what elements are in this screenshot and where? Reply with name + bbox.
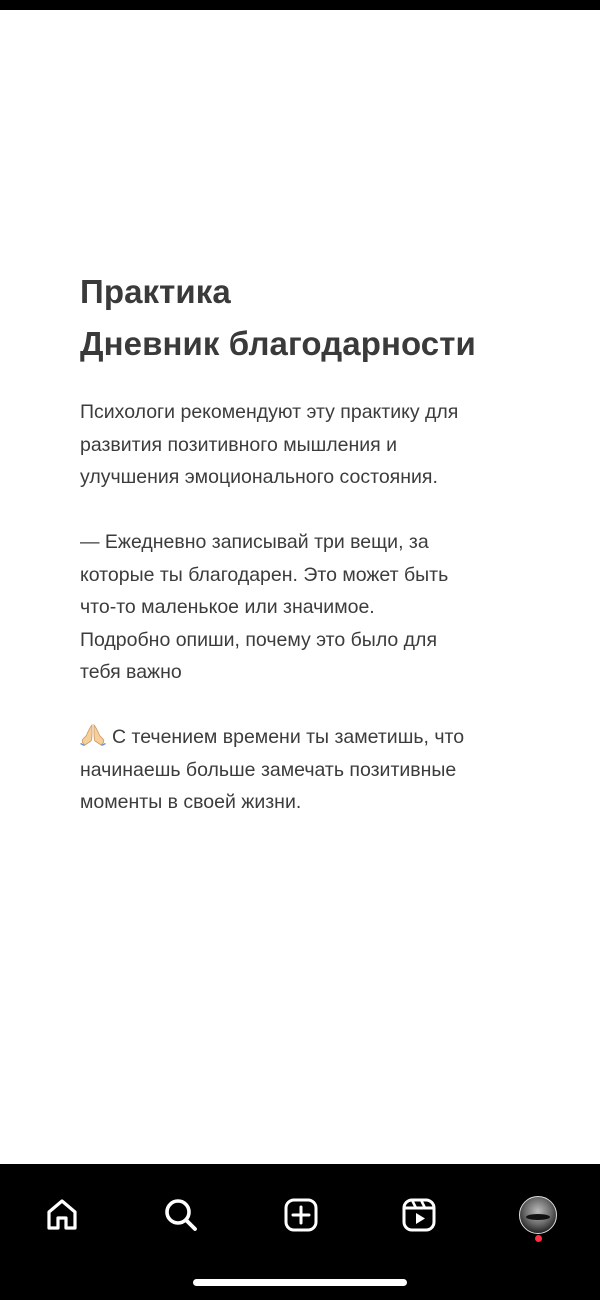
text-line: развития позитивного мышления и (80, 433, 398, 456)
text-line: — Ежедневно записывай три вещи, за (80, 531, 429, 553)
nav-create-button[interactable] (276, 1190, 326, 1240)
post-title-line-2: Дневник благодарности (80, 325, 476, 362)
text-line: тебя важно (80, 661, 182, 683)
post-title (80, 266, 560, 370)
post-title-line-1: Практика (80, 273, 231, 310)
text-line: начинаешь больше замечать позитивные (80, 758, 457, 781)
paragraph-instruction (80, 526, 560, 689)
text-line: которые ты благодарен. Это может быть (80, 563, 449, 586)
plus-square-icon (283, 1197, 319, 1233)
notification-dot (535, 1235, 542, 1242)
status-bar (0, 0, 600, 10)
text-line-with-icon (80, 721, 560, 754)
paragraph-intro (80, 396, 560, 494)
nav-profile-button[interactable] (513, 1190, 563, 1240)
post-body (80, 396, 560, 819)
paragraph-outcome (80, 721, 560, 819)
nav-home-button[interactable] (37, 1190, 87, 1240)
nav-reels-button[interactable] (394, 1190, 444, 1240)
home-indicator[interactable] (193, 1279, 407, 1286)
text-line: что-то маленькое или значимое. (80, 596, 375, 618)
avatar (519, 1196, 557, 1234)
post-slide[interactable] (0, 10, 600, 1164)
text-line: моменты в своей жизни. (80, 791, 302, 813)
text-line: С течением времени ты заметишь, что (112, 726, 465, 748)
text-line: Психологи рекомендуют эту практику для (80, 401, 459, 423)
search-icon (163, 1197, 199, 1233)
text-line: Подробно опиши, почему это было для (80, 628, 437, 651)
reels-icon (401, 1197, 437, 1233)
text-line: улучшения эмоционального состояния. (80, 466, 438, 488)
nav-search-button[interactable] (156, 1190, 206, 1240)
folded-hands-icon (80, 724, 106, 746)
home-icon (44, 1197, 80, 1233)
